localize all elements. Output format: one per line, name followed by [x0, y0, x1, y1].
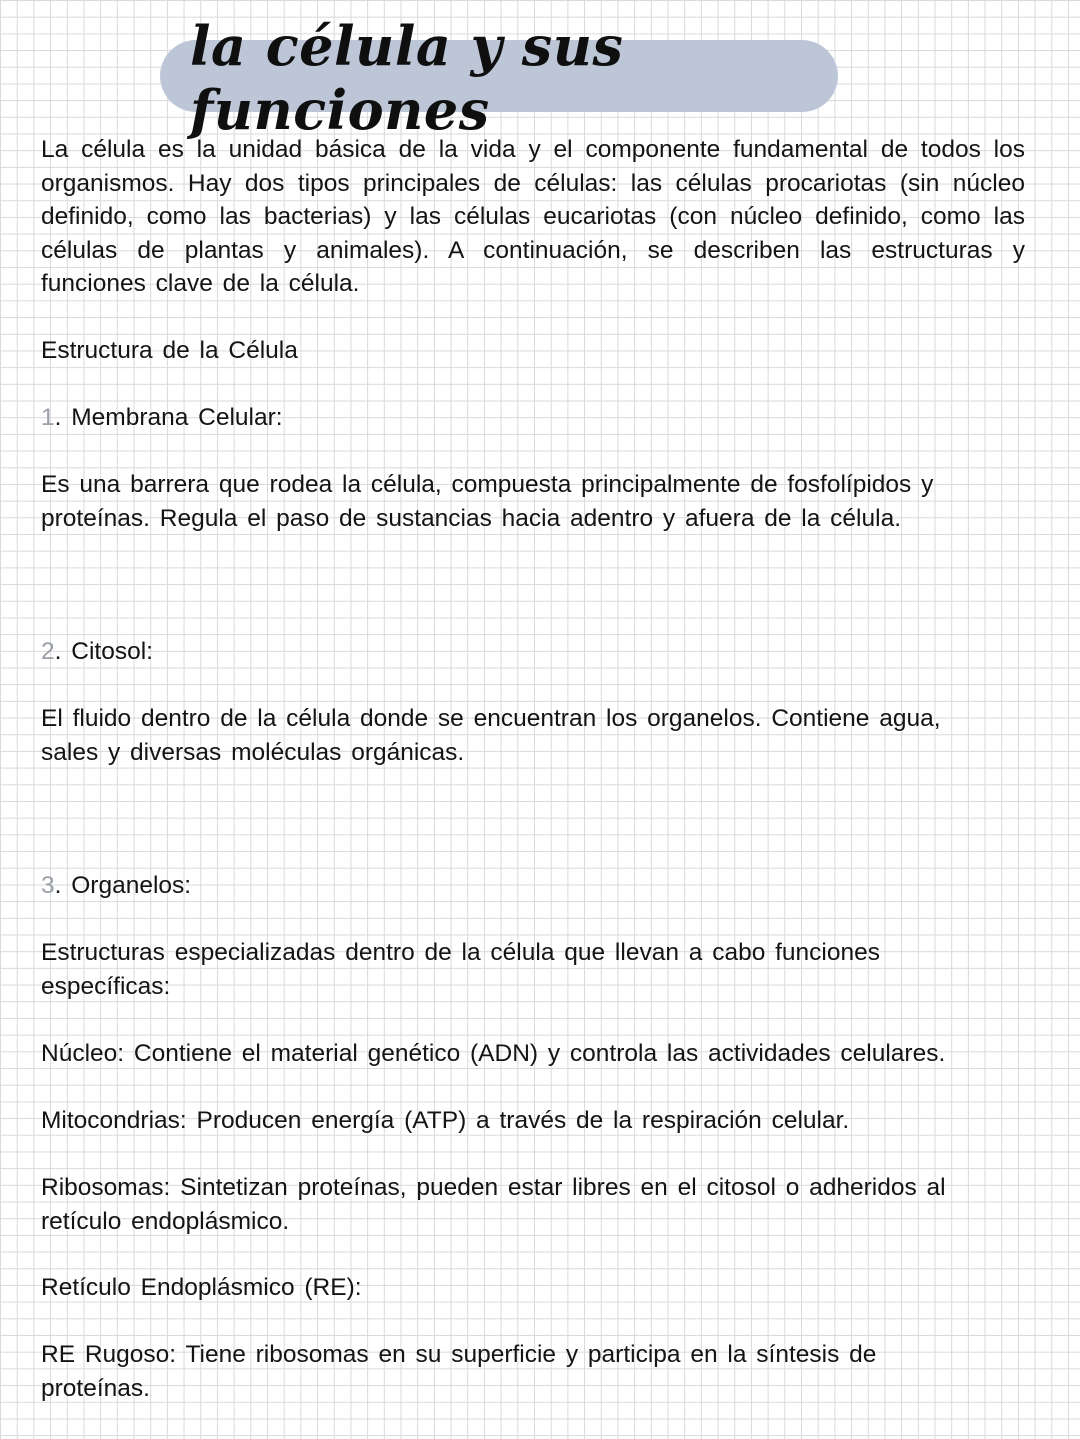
item-heading-organelos	[41, 869, 191, 903]
organelle-re-rugoso: RE Rugoso: Tiene ribosomas en su superficie y participa en la síntesis de proteínas.	[41, 1341, 877, 1402]
intro-paragraph: La célula es la unidad básica de la vida y el componente fundamental de todos los organismos. Hay dos tipos principales de células: las células procariotas (sin núcleo definido, como las bacterias) y las células eucariotas (con núcleo definido, como las células de plantas y animales). A continuación, se describen las estructuras y funciones clave de la célula.	[41, 136, 1025, 297]
item-number: 3	[41, 872, 55, 899]
item-number: 2	[41, 638, 55, 665]
page-title: la célula y sus funciones	[190, 14, 624, 142]
item-text-organelos: Estructuras especializadas dentro de la célula que llevan a cabo funciones específicas:	[41, 939, 881, 1000]
item-number: 1	[41, 404, 55, 431]
item-label: . Membrana Celular:	[54, 404, 283, 431]
item-text-citosol: El fluido dentro de la célula donde se encuentran los organelos. Contiene agua, sales y diversas moléculas orgánicas.	[41, 705, 941, 766]
item-heading-membrana	[41, 401, 283, 435]
organelle-mitocondrias: Mitocondrias: Producen energía (ATP) a través de la respiración celular.	[41, 1107, 850, 1134]
item-label: . Citosol:	[54, 638, 153, 665]
organelle-reticulo: Retículo Endoplásmico (RE):	[41, 1274, 362, 1301]
item-heading-citosol	[41, 635, 153, 669]
item-text-membrana: Es una barrera que rodea la célula, compuesta principalmente de fosfolípidos y proteínas. Regula el paso de sustancias hacia adentro y afuera de la célula.	[41, 471, 934, 532]
organelle-ribosomas: Ribosomas: Sintetizan proteínas, pueden estar libres en el citosol o adheridos al retículo endoplásmico.	[41, 1174, 946, 1235]
item-label: . Organelos:	[54, 872, 192, 899]
organelle-nucleo: Núcleo: Contiene el material genético (ADN) y controla las actividades celulares.	[41, 1040, 946, 1067]
section-heading: Estructura de la Célula	[41, 337, 298, 364]
